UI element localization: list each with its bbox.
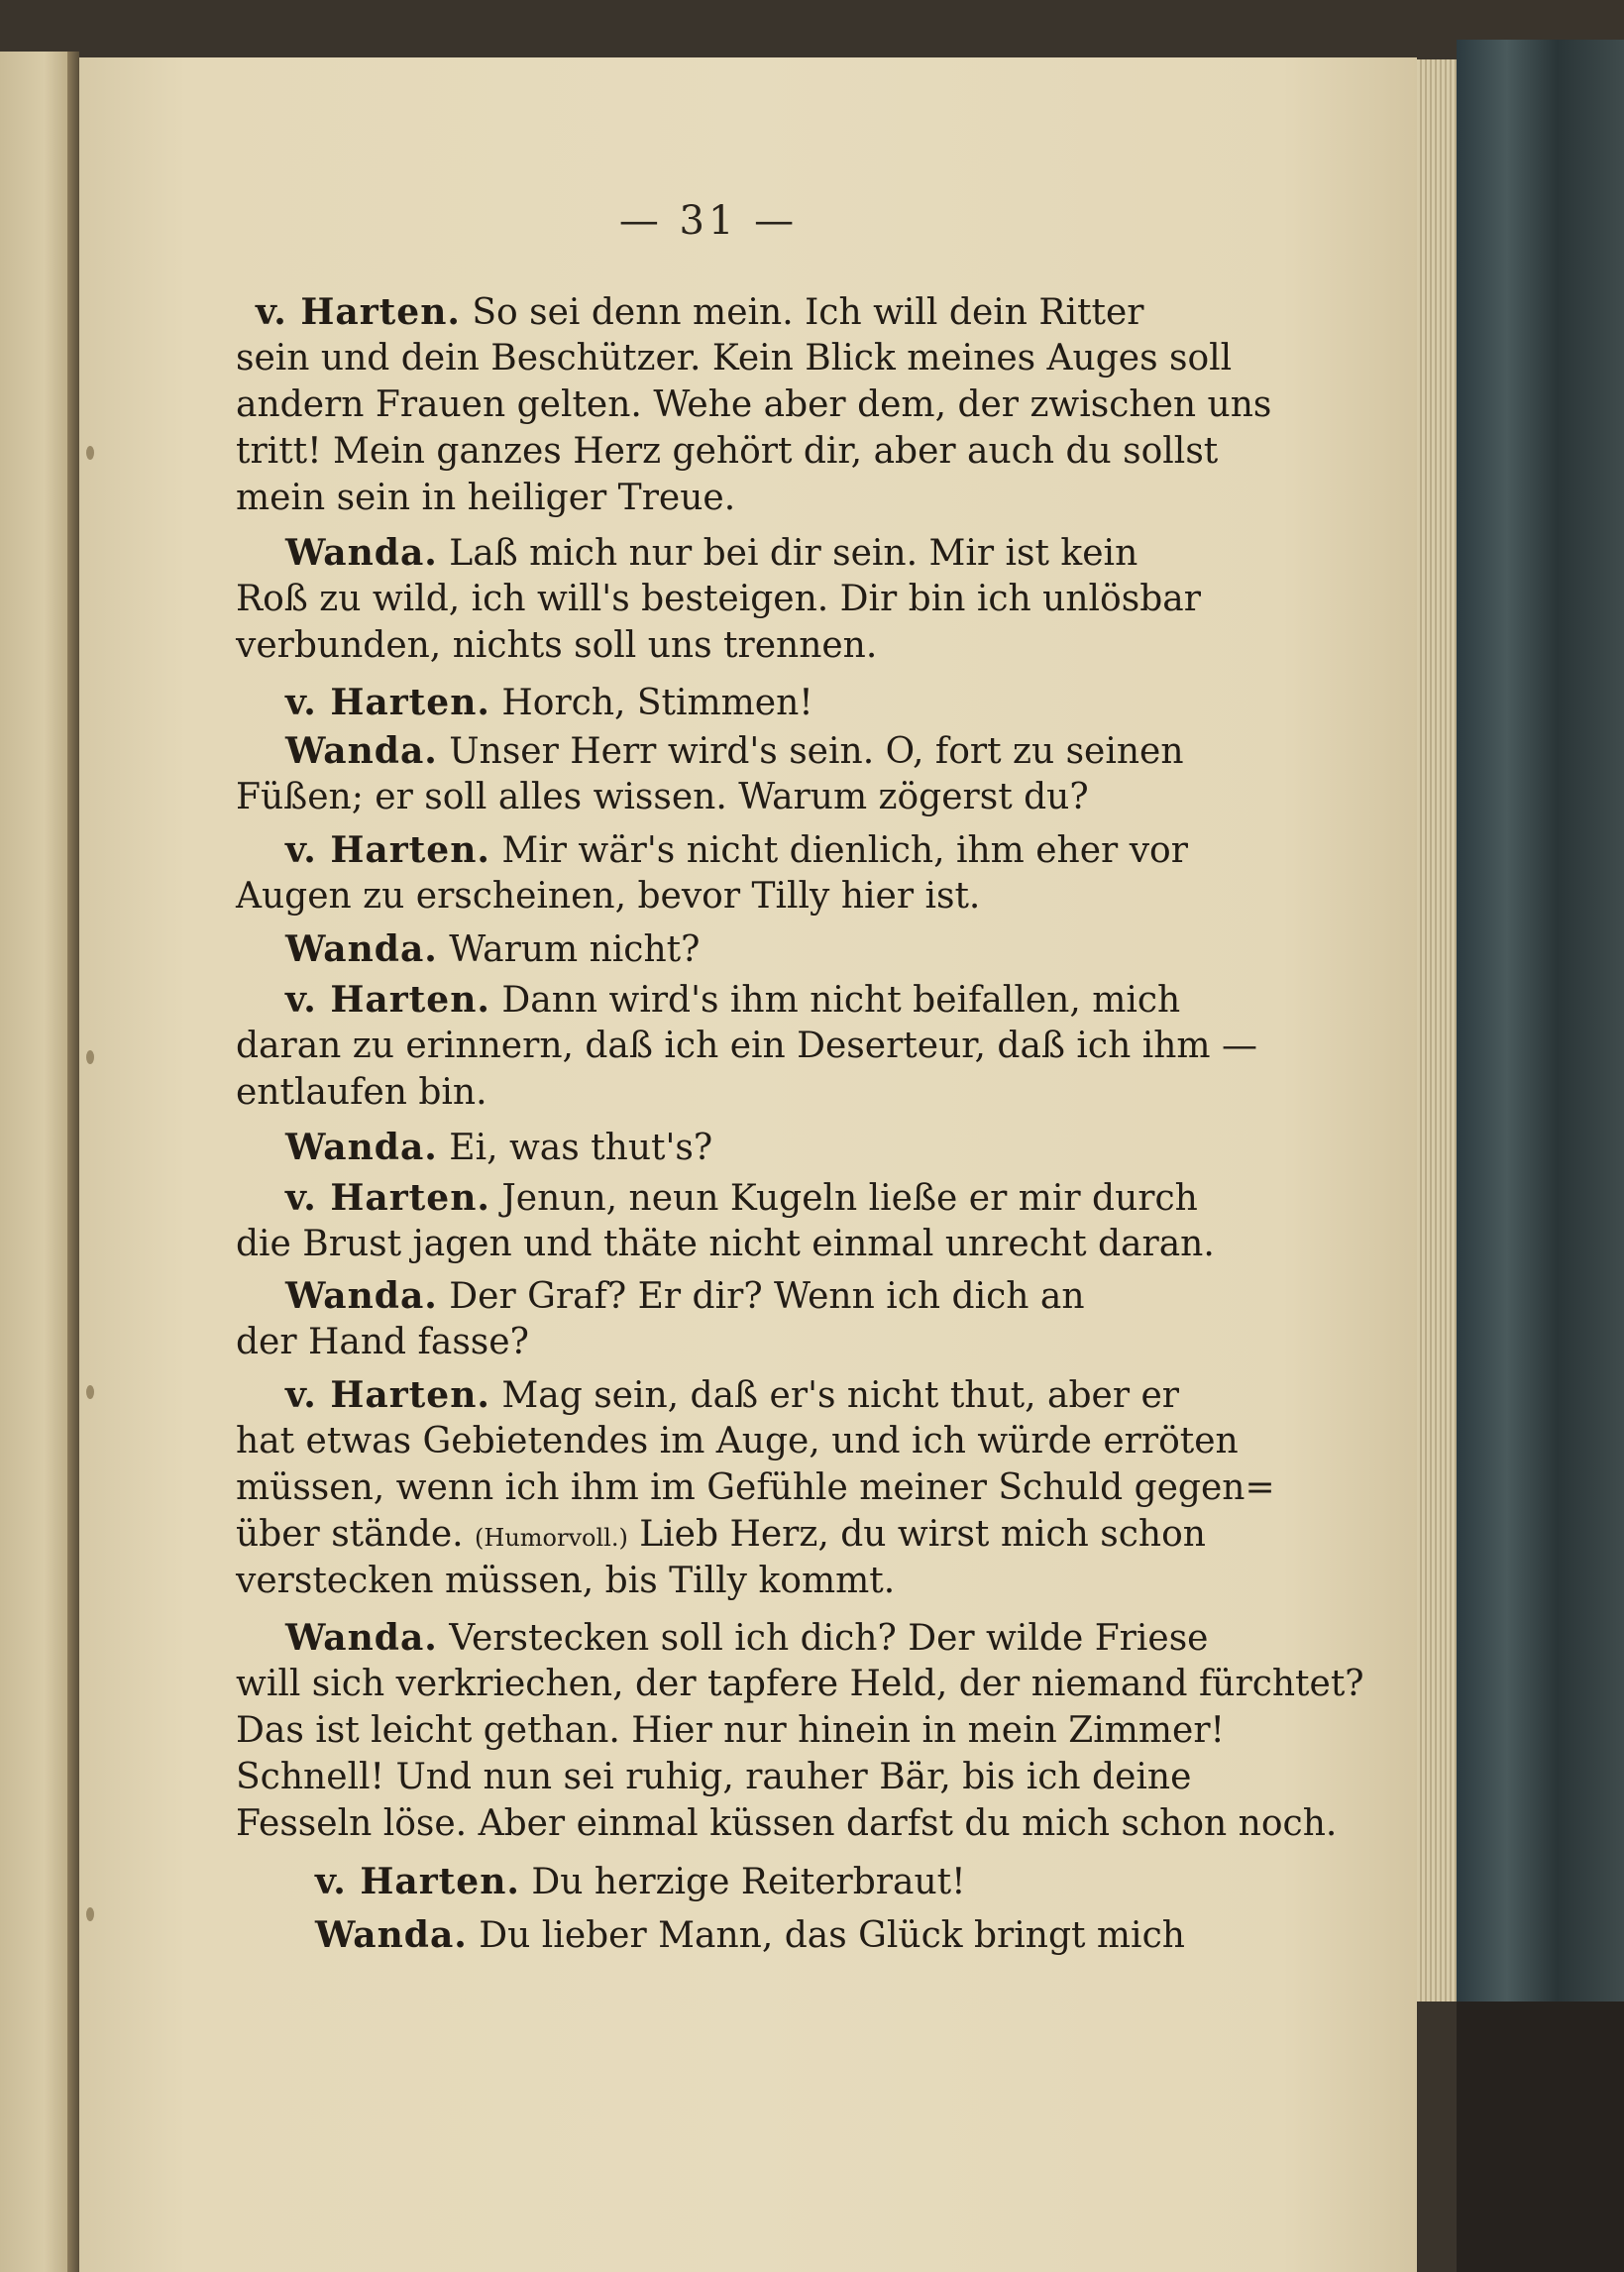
speaker-name: Wanda. <box>285 1617 438 1659</box>
speech-text: Du herzige Reiterbraut! <box>531 1862 966 1902</box>
speech-text: Dann wird's ihm nicht beifallen, mich <box>501 980 1181 1021</box>
dialogue-line <box>236 1912 1227 1959</box>
speaker-name: Wanda. <box>285 928 438 970</box>
speaker-name: v. Harten. <box>285 1374 490 1416</box>
dialogue-line <box>236 680 1227 726</box>
speech-text: Du lieber Mann, das Glück bringt mich <box>479 1915 1185 1956</box>
speaker-name: Wanda. <box>285 1275 438 1317</box>
binding-hole <box>86 1385 94 1399</box>
speech-text: Lieb Herz, du wirst mich schon <box>639 1514 1206 1555</box>
speaker-name: v. Harten. <box>285 979 490 1021</box>
speaker-name: Wanda. <box>285 1127 438 1168</box>
dialogue-line <box>236 977 1227 1024</box>
dialogue-line <box>236 1512 1227 1561</box>
dialogue-line <box>236 1859 1227 1905</box>
speaker-name: Wanda. <box>315 1914 468 1956</box>
page-number: — 31 — <box>618 198 799 244</box>
dialogue-line: Roß zu wild, ich will's besteigen. Dir bin ich unlösbar <box>236 579 1201 619</box>
dialogue-line <box>236 530 1227 577</box>
speech-text: Mag sein, daß er's nicht thut, aber er <box>501 1375 1180 1416</box>
book-cover <box>1457 40 1624 2272</box>
speaker-name: v. Harten. <box>285 682 490 723</box>
book-gutter <box>67 52 79 2272</box>
dialogue-line <box>236 1175 1227 1222</box>
dialogue-line <box>236 1125 1227 1171</box>
dialogue-line <box>236 728 1227 775</box>
dialogue-line <box>236 926 1227 973</box>
speech-text: Warum nicht? <box>449 929 701 970</box>
dialogue-line: hat etwas Gebietendes im Auge, und ich würde erröten <box>236 1421 1239 1461</box>
dialogue-line <box>236 1273 1227 1320</box>
dialogue-line: tritt! Mein ganzes Herz gehört dir, aber auch du sollst <box>236 431 1219 472</box>
page-block-edges <box>1417 59 1457 2002</box>
dialogue-line: Füßen; er soll alles wissen. Warum zögerst du? <box>236 777 1089 817</box>
speech-text: über stände. <box>236 1514 464 1555</box>
dialogue-line <box>236 1615 1227 1662</box>
dialogue-line: Fesseln löse. Aber einmal küssen darfst du mich schon noch. <box>236 1803 1338 1844</box>
stage-direction: (Humorvoll.) <box>475 1524 628 1552</box>
speaker-name: v. Harten. <box>285 1177 490 1219</box>
speaker-name: Wanda. <box>285 532 438 574</box>
speaker-name: v. Harten. <box>315 1861 520 1902</box>
speech-text: So sei denn mein. Ich will dein Ritter <box>472 292 1144 333</box>
dialogue-line: andern Frauen gelten. Wehe aber dem, der zwischen uns <box>236 384 1272 425</box>
dialogue-line: die Brust jagen und thäte nicht einmal unrecht daran. <box>236 1224 1215 1264</box>
cover-shadow <box>1457 2002 1624 2272</box>
dialogue-line: mein sein in heiliger Treue. <box>236 478 736 518</box>
dialogue-line: daran zu erinnern, daß ich ein Deserteur, daß ich ihm — <box>236 1026 1257 1066</box>
dialogue-line <box>236 827 1227 874</box>
speech-text: Der Graf? Er dir? Wenn ich dich an <box>449 1276 1085 1317</box>
dialogue-line: sein und dein Beschützer. Kein Blick meines Auges soll <box>236 338 1233 379</box>
dialogue-line: Das ist leicht gethan. Hier nur hinein in mein Zimmer! <box>236 1710 1225 1751</box>
speaker-name: v. Harten. <box>285 829 490 871</box>
speaker-name: Wanda. <box>285 730 438 772</box>
speaker-name: v. Harten. <box>256 291 461 333</box>
speech-text: Verstecken soll ich dich? Der wilde Friese <box>449 1618 1209 1659</box>
speech-text: Unser Herr wird's sein. O, fort zu seinen <box>449 731 1184 772</box>
dialogue-line: Augen zu erscheinen, bevor Tilly hier ist. <box>236 876 981 917</box>
dialogue-line: verbunden, nichts soll uns trennen. <box>236 625 878 666</box>
dialogue-line: entlaufen bin. <box>236 1072 487 1113</box>
binding-hole <box>86 1050 94 1064</box>
binding-hole <box>86 446 94 460</box>
dialogue-line: müssen, wenn ich ihm im Gefühle meiner Schuld gegen= <box>236 1467 1275 1508</box>
facing-page-edge <box>0 52 73 2272</box>
speech-text: Ei, was thut's? <box>449 1128 713 1168</box>
dialogue-line <box>236 1372 1227 1419</box>
speech-text: Horch, Stimmen! <box>501 683 813 723</box>
speech-text: Jenun, neun Kugeln ließe er mir durch <box>501 1178 1198 1219</box>
dialogue-line: Schnell! Und nun sei ruhig, rauher Bär, bis ich deine <box>236 1757 1192 1797</box>
binding-hole <box>86 1907 94 1921</box>
dialogue-line: der Hand fasse? <box>236 1322 529 1362</box>
dialogue-line: verstecken müssen, bis Tilly kommt. <box>236 1561 896 1601</box>
speech-text: Mir wär's nicht dienlich, ihm eher vor <box>501 830 1188 871</box>
dialogue-line: will sich verkriechen, der tapfere Held, der niemand fürchtet? <box>236 1664 1364 1704</box>
speech-text: Laß mich nur bei dir sein. Mir ist kein <box>449 533 1138 574</box>
dialogue-line <box>236 289 1227 336</box>
